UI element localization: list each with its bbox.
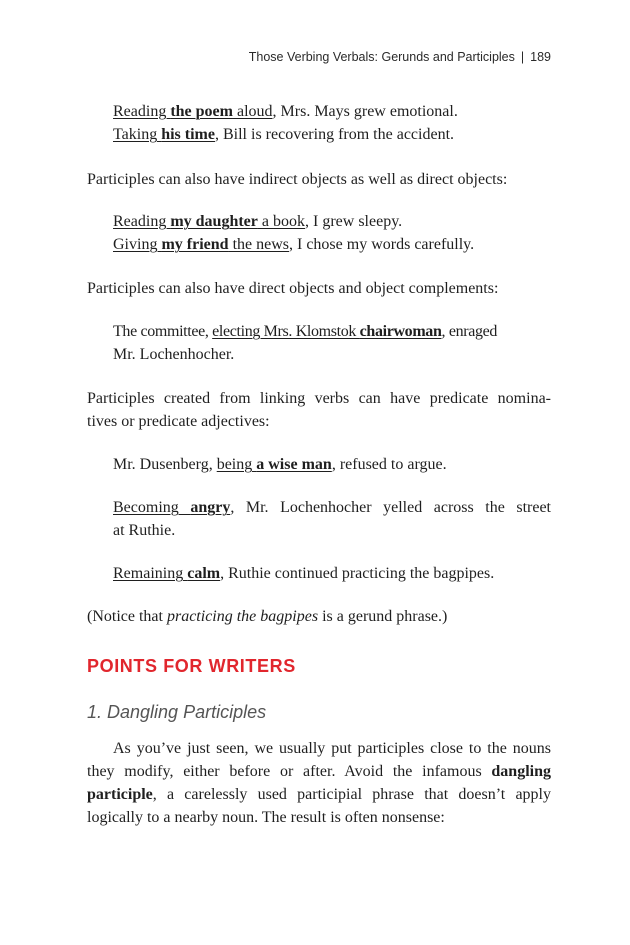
header-title: Those Verbing Verbals: Gerunds and Participles (248, 50, 515, 64)
example-sentence: The committee, electing Mrs. Klomstok chairwoman, enraged (113, 323, 497, 340)
example-sentence: Reading the poem aloud, Mrs. Mays grew emotional. (113, 103, 458, 120)
closing-paragraph-line: they modify, either before or after. Avoid the infamous dangling (87, 763, 551, 780)
example-sentence: Reading my daughter a book, I grew sleepy. (113, 213, 403, 230)
notice-paragraph: (Notice that practicing the bagpipes is a gerund phrase.) (87, 608, 448, 625)
subsection-heading: 1. Dangling Participles (87, 702, 267, 722)
closing-paragraph-line: logically to a nearby noun. The result is often nonsense: (87, 809, 445, 826)
example-sentence-cont: Mr. Lochenhocher. (113, 346, 235, 363)
example-sentence: Mr. Dusenberg, being a wise man, refused to argue. (113, 456, 447, 473)
section-heading: POINTS FOR WRITERS (87, 656, 296, 676)
closing-paragraph-line: participle, a carelessly used participial phrase that doesn’t apply (87, 786, 551, 803)
body-paragraph: Participles can also have indirect objects as well as direct objects: (87, 171, 508, 188)
closing-paragraph-line: As you’ve just seen, we usually put participles close to the nouns (113, 740, 551, 757)
body-paragraph: Participles can also have direct objects and object complements: (87, 280, 499, 297)
body-paragraph-line: tives or predicate adjectives: (87, 413, 270, 430)
example-sentence: Becoming angry, Mr. Lochenhocher yelled across the street (113, 499, 552, 516)
example-sentence: Remaining calm, Ruthie continued practicing the bagpipes. (113, 565, 495, 582)
example-sentence: Giving my friend the news, I chose my words carefully. (113, 236, 475, 253)
running-header (249, 50, 551, 64)
header-separator: | (520, 50, 525, 64)
page-number: 189 (530, 50, 551, 64)
example-sentence: Taking his time, Bill is recovering from the accident. (113, 126, 455, 143)
body-paragraph-line: Participles created from linking verbs can have predicate nomina- (87, 390, 551, 407)
example-sentence-cont: at Ruthie. (113, 522, 176, 539)
